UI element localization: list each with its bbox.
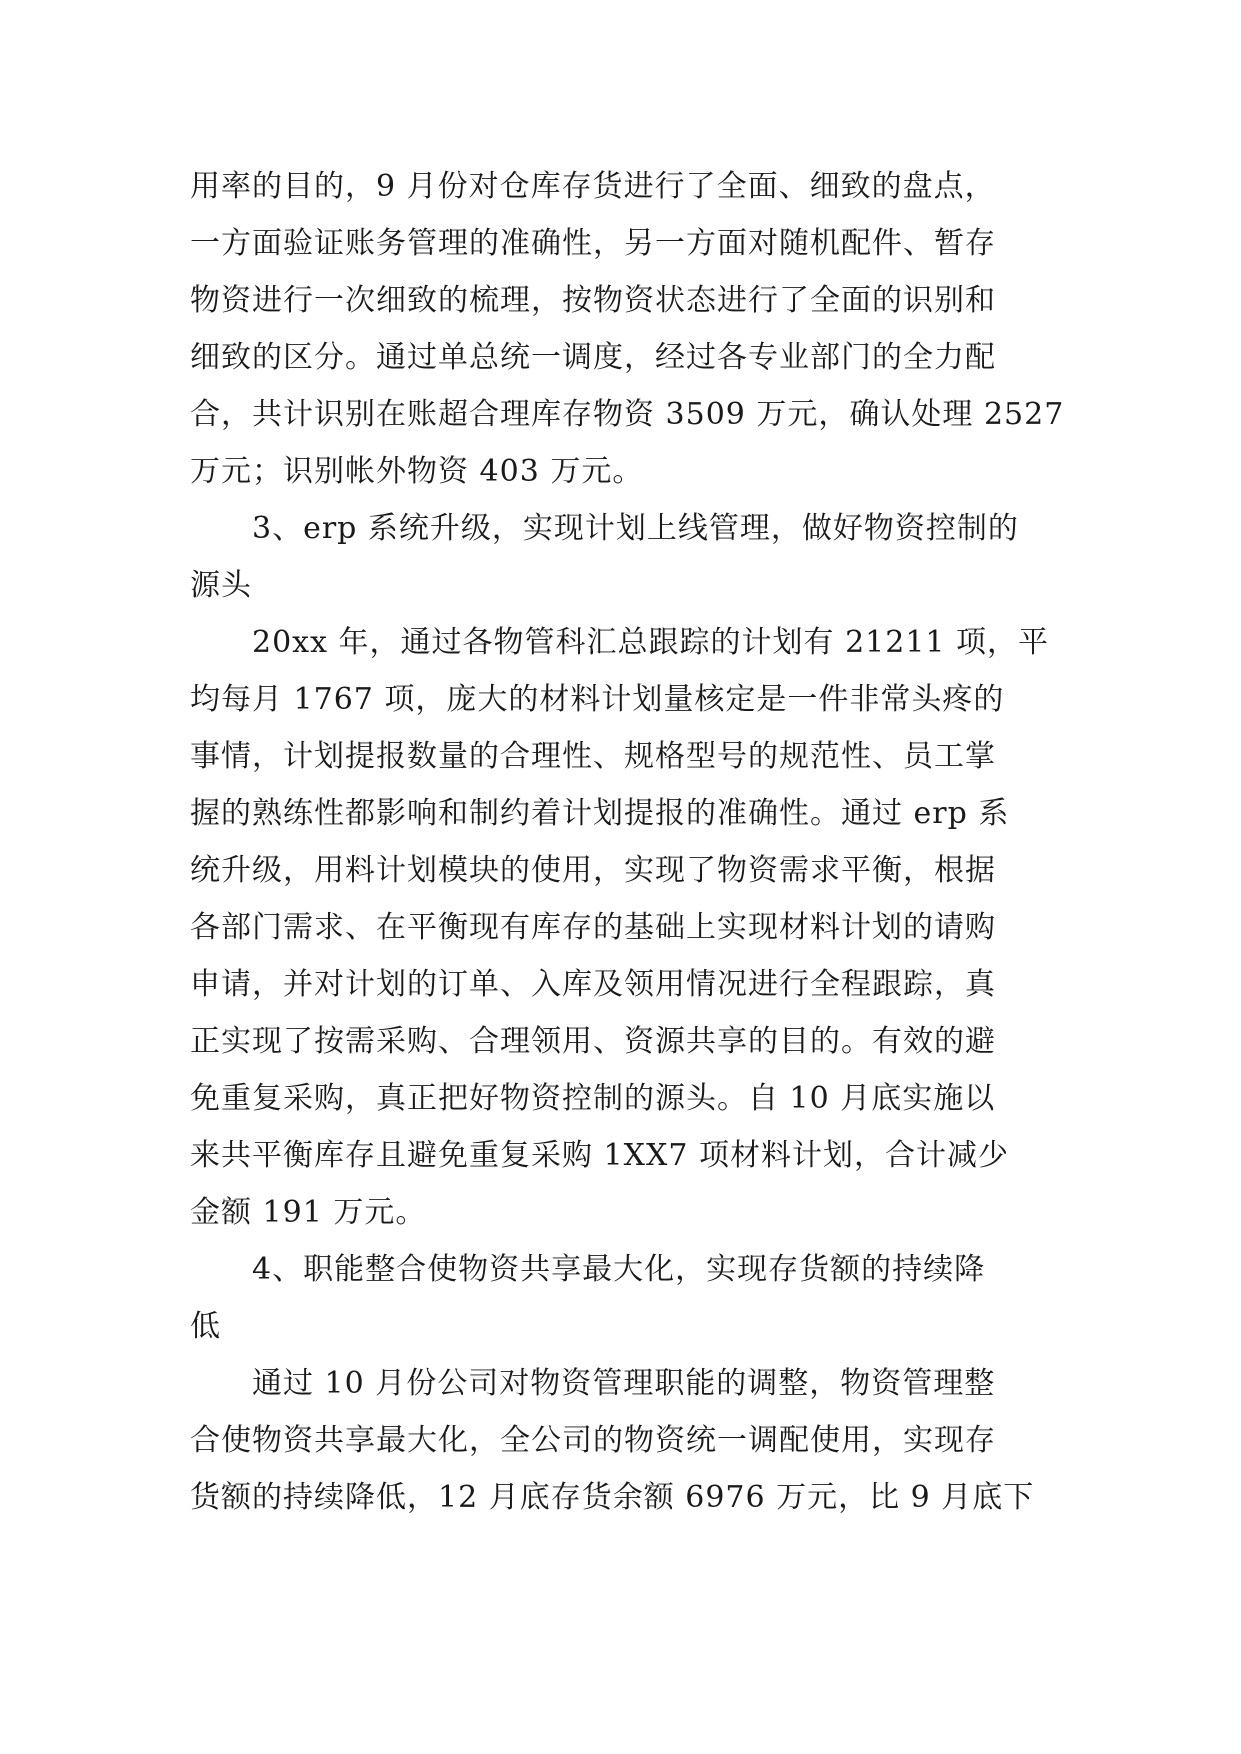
section-heading-3: 3、erp 系统升级，实现计划上线管理，做好物资控制的 (252, 511, 1019, 546)
text-line: 细致的区分。通过单总统一调度，经过各专业部门的全力配 (190, 340, 996, 375)
text-line: 合，共计识别在账超合理库存物资 3509 万元，确认处理 2527 (190, 397, 1065, 432)
text-line: 用率的目的，9 月份对仓库存货进行了全面、细致的盘点， (190, 169, 996, 204)
text-line: 万元；识别帐外物资 403 万元。 (190, 454, 644, 489)
text-line: 来共平衡库存且避免重复采购 1XX7 项材料计划，合计减少 (190, 1138, 1009, 1173)
text-line: 货额的持续降低，12 月底存货余额 6976 万元，比 9 月底下 (190, 1480, 1035, 1515)
text-line: 申请，并对计划的订单、入库及领用情况进行全程跟踪，真 (190, 967, 996, 1002)
text-line: 握的熟练性都影响和制约着计划提报的准确性。通过 erp 系 (190, 796, 1010, 831)
section-heading-4-cont: 低 (190, 1309, 221, 1344)
text-line: 各部门需求、在平衡现有库存的基础上实现材料计划的请购 (190, 910, 996, 945)
text-line: 通过 10 月份公司对物资管理职能的调整，物资管理整 (252, 1366, 996, 1401)
text-line: 均每月 1767 项，庞大的材料计划量核定是一件非常头疼的 (190, 682, 1005, 717)
text-line: 统升级，用料计划模块的使用，实现了物资需求平衡，根据 (190, 853, 996, 888)
text-line: 20xx 年，通过各物管科汇总跟踪的计划有 21211 项，平 (252, 625, 1050, 660)
text-line: 物资进行一次细致的梳理，按物资状态进行了全面的识别和 (190, 283, 996, 318)
document-body (190, 158, 1065, 1526)
text-line: 事情，计划提报数量的合理性、规格型号的规范性、员工掌 (190, 739, 996, 774)
text-line: 金额 191 万元。 (190, 1195, 427, 1230)
text-line: 正实现了按需采购、合理领用、资源共享的目的。有效的避 (190, 1024, 996, 1059)
section-heading-4: 4、职能整合使物资共享最大化，实现存货额的持续降 (252, 1252, 986, 1287)
text-line: 免重复采购，真正把好物资控制的源头。自 10 月底实施以 (190, 1081, 996, 1116)
text-line: 合使物资共享最大化，全公司的物资统一调配使用，实现存 (190, 1423, 996, 1458)
section-heading-3-cont: 源头 (190, 568, 252, 603)
text-line: 一方面验证账务管理的准确性，另一方面对随机配件、暂存 (190, 226, 996, 261)
